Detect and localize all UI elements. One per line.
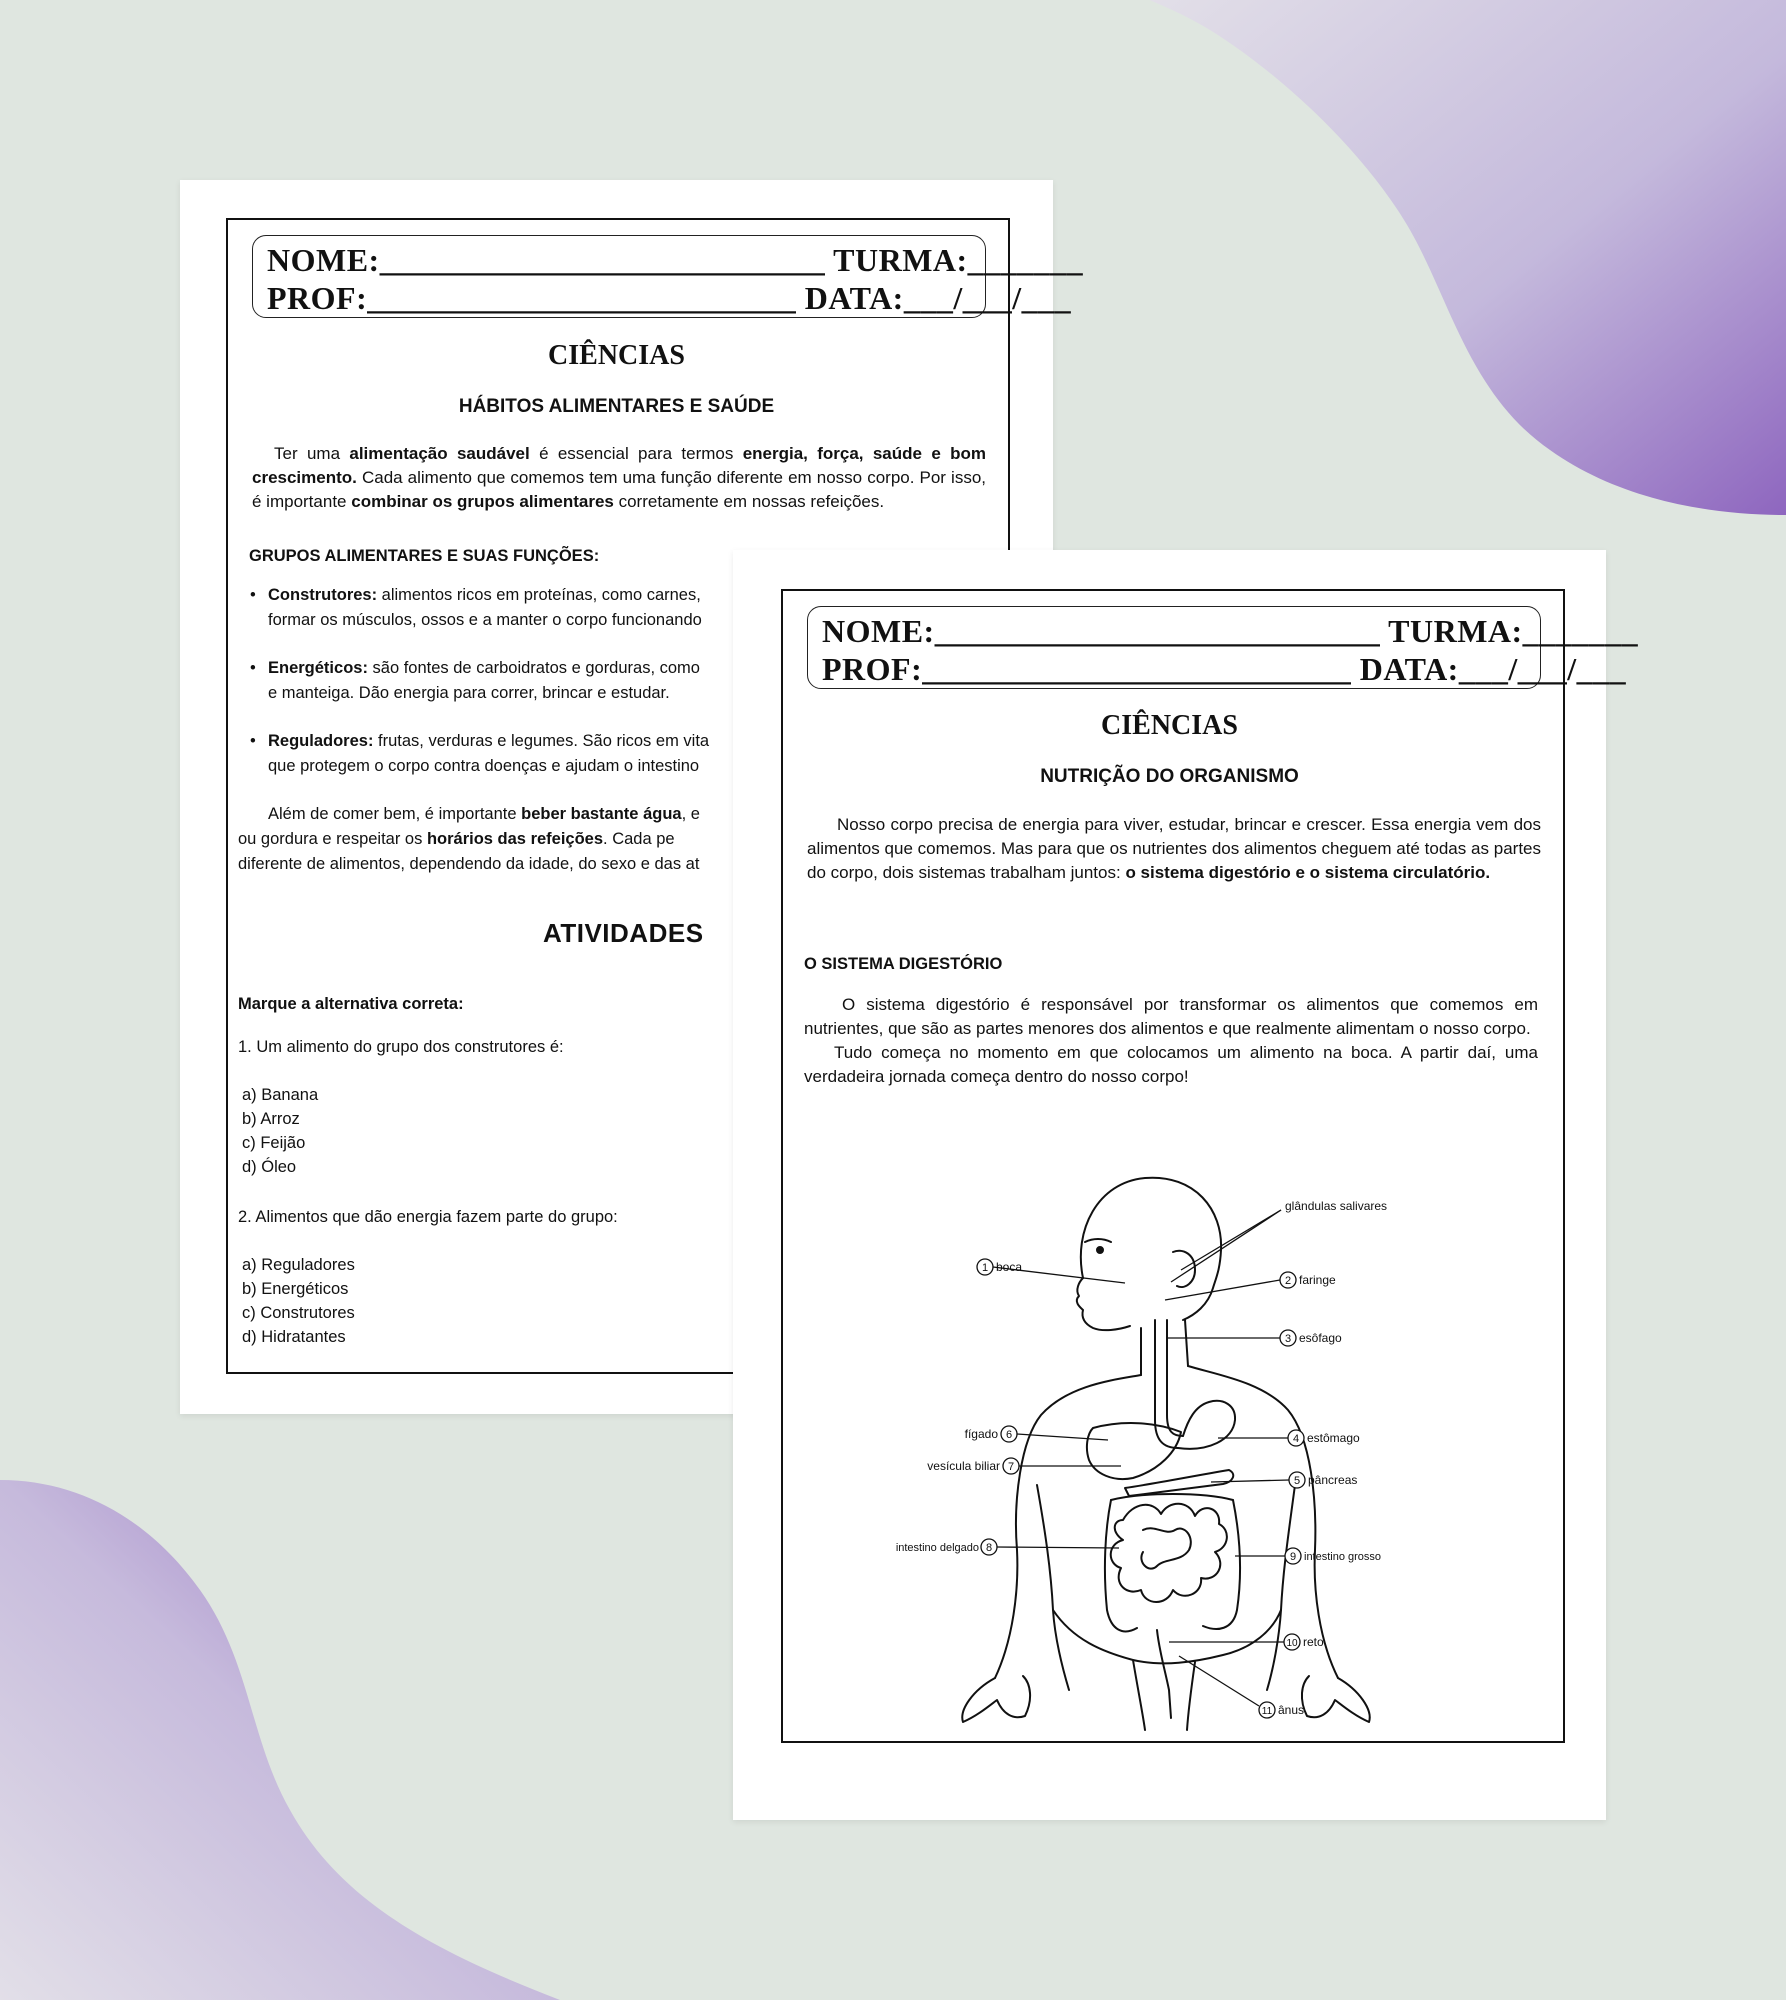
label-number: 5	[1293, 1475, 1301, 1487]
option[interactable]: b) Arroz	[242, 1110, 300, 1128]
list-item: • Energéticos: são fontes de carboidratos e gorduras, como e manteiga. Dão energia para correr, brincar e estudar.	[250, 659, 700, 702]
label-boca: boca	[996, 1260, 1023, 1274]
student-header	[807, 606, 1639, 689]
options-2	[242, 1253, 355, 1349]
instruction: Marque a alternativa correta:	[238, 995, 464, 1013]
bottom-left-blob	[0, 1480, 620, 2000]
label-number: 2	[1284, 1275, 1292, 1287]
label-estomago: estômago	[1307, 1431, 1360, 1445]
label-number: 11	[1261, 1706, 1273, 1717]
list-item: • Reguladores: frutas, verduras e legumes. São ricos em vita que protegem o corpo contra doenças e ajudam o intestino	[250, 732, 710, 775]
label-number: 7	[1007, 1461, 1015, 1473]
section-paragraph: O sistema digestório é responsável por transformar os alimentos que comemos em nutrientes, que são as partes menores dos alimentos e que realmente alimentam o nosso corpo. Tudo começa no momento em que colocamos um alimento na boca. A partir daí, uma verdadeira jornada começa dentro do nosso corpo!	[804, 995, 1538, 1086]
data-field: DATA:___/___/___	[804, 280, 1072, 316]
worksheet-nutricao	[733, 550, 1639, 1820]
turma-field: TURMA:_______	[1388, 613, 1639, 649]
option[interactable]: b) Energéticos	[242, 1280, 349, 1298]
option[interactable]: d) Óleo	[242, 1158, 297, 1176]
option[interactable]: a) Banana	[242, 1086, 319, 1104]
nome-field: NOME:___________________________	[822, 613, 1381, 649]
groups-heading: GRUPOS ALIMENTARES E SUAS FUNÇÕES:	[249, 547, 600, 565]
label-number: 10	[1286, 1638, 1298, 1649]
subject-title: CIÊNCIAS	[548, 340, 685, 371]
nome-field: NOME:___________________________	[267, 242, 826, 278]
label-intestino-delgado: intestino delgado	[895, 1542, 979, 1554]
worksheet-title: NUTRIÇÃO DO ORGANISMO	[1040, 766, 1299, 787]
section-heading: O SISTEMA DIGESTÓRIO	[804, 955, 1003, 973]
label-number: 3	[1284, 1333, 1292, 1345]
intro-paragraph: Ter uma alimentação saudável é essencial para termos energia, força, saúde e bom crescimento. Cada alimento que comemos tem uma função diferente em nosso corpo. Por isso, é importante combinar os grupos alimentares corretamente em nossas refeições.	[252, 444, 986, 511]
label-anus: ânus	[1278, 1703, 1305, 1717]
question-1: 1. Um alimento do grupo dos construtores é:	[238, 1038, 564, 1056]
label-number: 9	[1289, 1551, 1297, 1563]
label-figado: fígado	[964, 1427, 998, 1441]
label-number: 8	[985, 1542, 993, 1554]
label-faringe: faringe	[1299, 1273, 1336, 1287]
label-pancreas: pâncreas	[1308, 1473, 1358, 1487]
label-glandulas: glândulas salivares	[1285, 1199, 1388, 1213]
data-field: DATA:___/___/___	[1359, 651, 1627, 687]
question-2: 2. Alimentos que dão energia fazem parte do grupo:	[238, 1208, 618, 1226]
digestive-system-diagram	[895, 1170, 1433, 1730]
label-number: 6	[1005, 1429, 1013, 1441]
student-header	[252, 235, 1084, 318]
label-esofago: esôfago	[1299, 1331, 1342, 1345]
option[interactable]: c) Construtores	[242, 1304, 355, 1322]
label-reto: reto	[1303, 1635, 1324, 1649]
groups-list	[220, 580, 745, 1060]
options-1	[242, 1083, 318, 1179]
label-number: 4	[1292, 1433, 1300, 1445]
prof-field: PROF:__________________________	[267, 280, 797, 316]
subject-title: CIÊNCIAS	[1101, 710, 1238, 741]
list-item: • Construtores: alimentos ricos em proteínas, como carnes, formar os músculos, ossos e a manter o corpo funcionando	[250, 586, 702, 629]
label-vesicula: vesícula biliar	[927, 1459, 1000, 1473]
intro-paragraph: Nosso corpo precisa de energia para viver, estudar, brincar e crescer. Essa energia vem dos alimentos que comemos. Mas para que os nutrientes dos alimentos cheguem até todas as partes do corpo, dois sistemas trabalham juntos: o sistema digestório e o sistema circulatório.	[807, 815, 1541, 882]
closing-paragraph: Além de comer bem, é importante beber bastante água, e ou gordura e respeitar os horários das refeições. Cada pe diferente de alimentos, dependendo da idade, do sexo e das at	[238, 805, 700, 873]
turma-field: TURMA:_______	[833, 242, 1084, 278]
option[interactable]: d) Hidratantes	[242, 1328, 346, 1346]
label-number: 1	[981, 1262, 989, 1274]
option[interactable]: a) Reguladores	[242, 1256, 355, 1274]
activities-title: ATIVIDADES	[543, 918, 704, 948]
prof-field: PROF:__________________________	[822, 651, 1352, 687]
top-right-blob	[1150, 0, 1786, 520]
option[interactable]: c) Feijão	[242, 1134, 306, 1152]
label-intestino-grosso: intestino grosso	[1304, 1551, 1382, 1563]
worksheet-title: HÁBITOS ALIMENTARES E SAÚDE	[458, 396, 775, 417]
